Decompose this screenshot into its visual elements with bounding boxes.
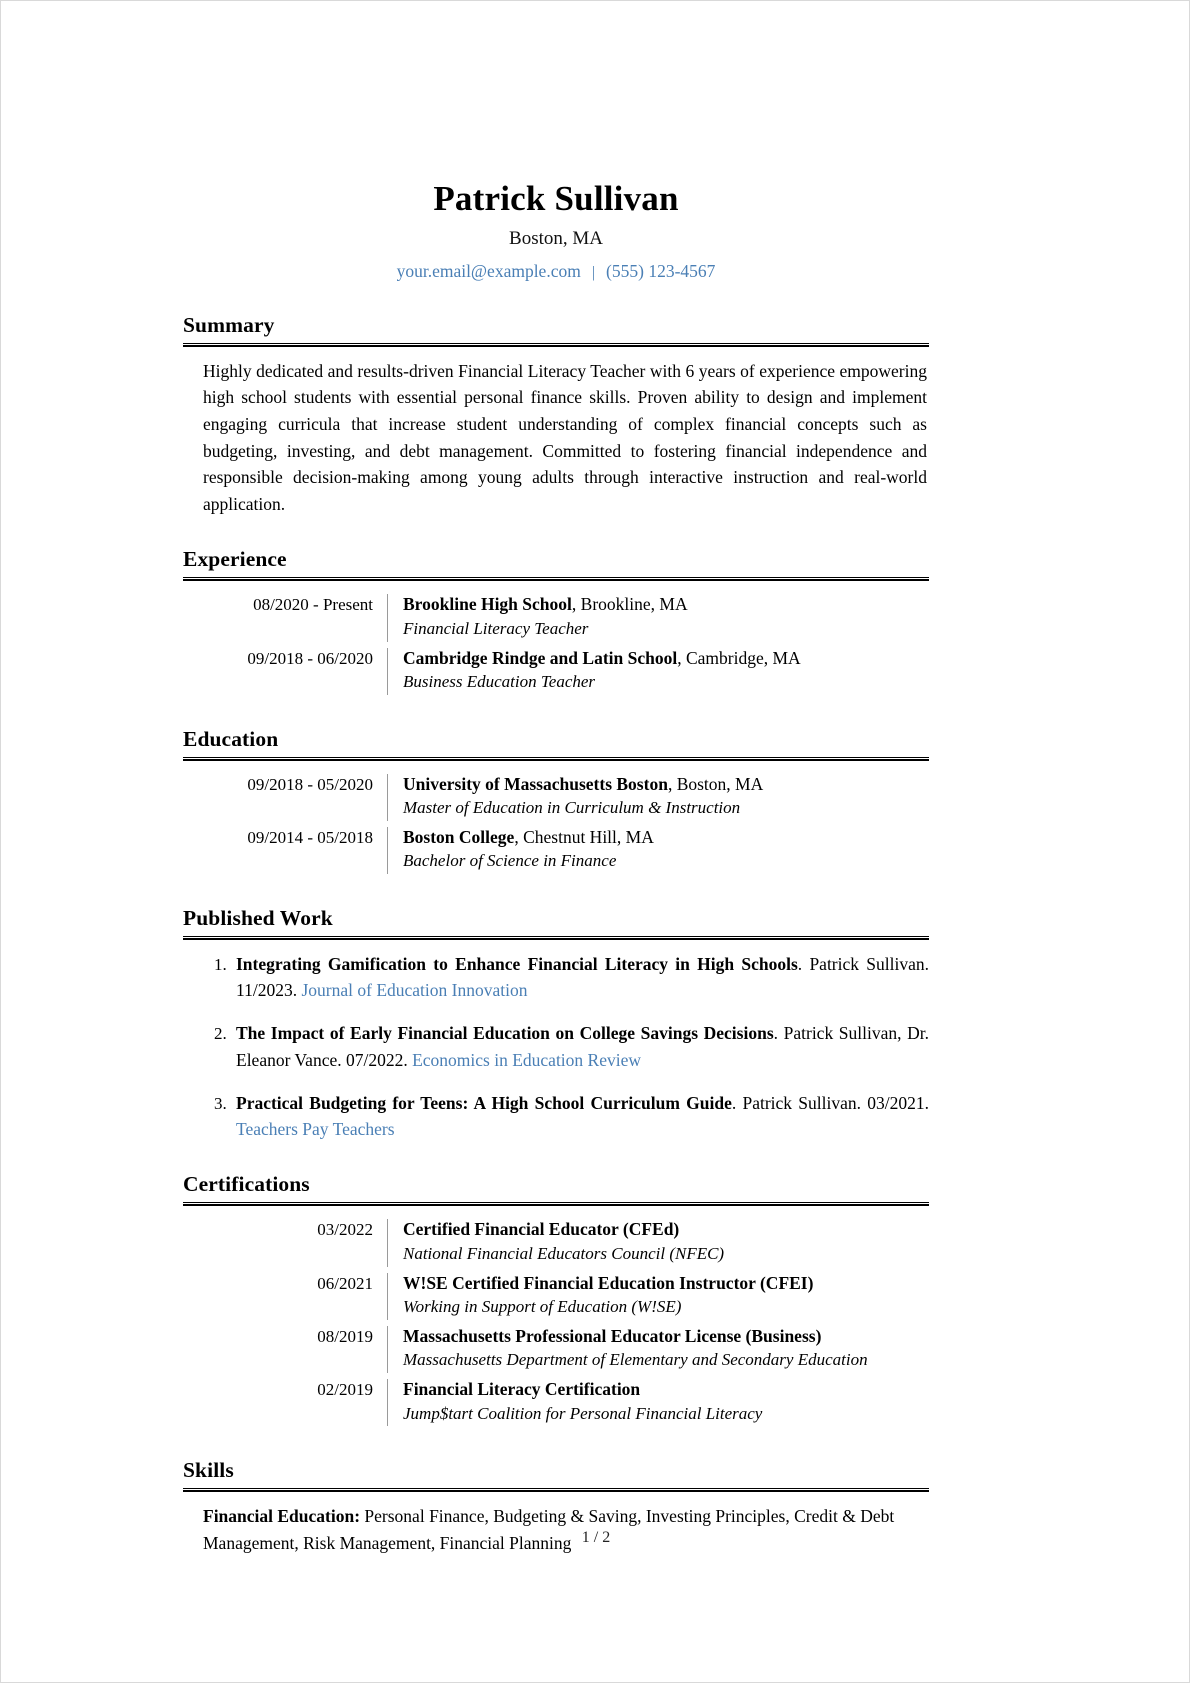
education-degree: Bachelor of Science in Finance <box>403 851 617 871</box>
publication-meta: . Patrick Sullivan. 11/2023. <box>236 953 929 1001</box>
certification-detail <box>388 1377 929 1428</box>
section-body-education <box>183 772 929 877</box>
certification-date: 02/2019 <box>317 1380 373 1400</box>
publication-meta: . Patrick Sullivan, Dr. Eleanor Vance. 07/2022. <box>236 1023 930 1070</box>
certification-date: 06/2021 <box>317 1273 373 1293</box>
section-summary <box>183 313 929 517</box>
education-detail <box>388 772 929 823</box>
education-entry <box>183 772 929 823</box>
section-rule-skills <box>183 1488 929 1492</box>
publication-meta: . Patrick Sullivan. 03/2021. <box>731 1092 929 1113</box>
certification-issuer: Massachusetts Department of Elementary and Secondary Education <box>403 1350 868 1370</box>
certification-issuer: Working in Support of Education (W!SE) <box>403 1297 682 1317</box>
certification-detail <box>388 1217 929 1268</box>
certification-date: 03/2022 <box>317 1220 373 1240</box>
certification-date: 08/2019 <box>317 1326 373 1346</box>
experience-detail <box>388 646 929 697</box>
certification-headline <box>403 1217 929 1242</box>
experience-date: 08/2020 - Present <box>253 595 373 615</box>
section-title-education: Education <box>183 726 279 751</box>
certification-detail <box>388 1271 929 1322</box>
experience-role: Business Education Teacher <box>403 672 596 691</box>
education-headline <box>403 772 929 797</box>
section-body-certifications <box>183 1217 929 1428</box>
experience-entry <box>183 592 929 643</box>
publication-item <box>231 1020 929 1073</box>
page-indicator: 1 / 2 <box>581 1529 611 1546</box>
publication-venue[interactable]: Teachers Pay Teachers <box>236 1119 395 1140</box>
education-institution: Boston College <box>403 826 515 847</box>
section-title-certifications: Certifications <box>183 1172 310 1197</box>
certification-entry <box>183 1271 929 1322</box>
education-location: , Boston, MA <box>667 773 764 794</box>
publication-item <box>231 1090 929 1143</box>
experience-organization: Brookline High School <box>403 594 572 615</box>
candidate-name: Patrick Sullivan <box>433 179 679 218</box>
certification-headline <box>403 1271 929 1296</box>
contact-line <box>183 261 929 283</box>
experience-location: , Brookline, MA <box>571 594 688 615</box>
summary-paragraph: Highly dedicated and results-driven Financial Literacy Teacher with 6 years of experience empowering high school students with essential personal finance skills. Proven ability to design and implement engaging curricula that increase student understanding of complex financial concepts such as budgeting, investing, and debt management. Committed to fostering financial independence and responsible decision-making among young adults through interactive instruction and real-world application. <box>203 360 927 514</box>
experience-headline <box>403 646 929 671</box>
section-rule-summary <box>183 343 929 347</box>
publication-venue[interactable]: Economics in Education Review <box>412 1049 641 1070</box>
certification-detail <box>388 1324 929 1375</box>
email-link[interactable]: your.email@example.com <box>396 261 581 282</box>
education-detail <box>388 825 929 876</box>
certification-headline <box>403 1377 929 1402</box>
section-experience <box>183 547 929 696</box>
experience-role: Financial Literacy Teacher <box>403 618 589 638</box>
publication-title: Integrating Gamification to Enhance Financial Literacy in High Schools <box>236 953 798 974</box>
education-entry <box>183 825 929 876</box>
education-degree: Master of Education in Curriculum & Instruction <box>403 798 741 818</box>
section-rule-certifications <box>183 1202 929 1206</box>
section-rule-education <box>183 757 929 761</box>
resume-content <box>183 1 929 1556</box>
publication-title: The Impact of Early Financial Education on College Savings Decisions <box>236 1023 774 1044</box>
publication-item <box>231 951 929 1004</box>
experience-location: , Cambridge, MA <box>677 647 801 668</box>
education-date: 09/2014 - 05/2018 <box>247 827 373 847</box>
section-rule-experience <box>183 577 929 581</box>
certification-issuer: National Financial Educators Council (NFEC) <box>403 1243 725 1263</box>
education-date: 09/2018 - 05/2020 <box>247 774 373 794</box>
contact-separator: | <box>591 264 596 282</box>
certification-entry <box>183 1324 929 1375</box>
certification-entry <box>183 1217 929 1268</box>
section-title-experience: Experience <box>183 547 287 572</box>
section-title-published-work: Published Work <box>183 906 333 931</box>
certification-headline <box>403 1324 929 1349</box>
experience-organization: Cambridge Rindge and Latin School <box>403 647 678 668</box>
experience-date: 09/2018 - 06/2020 <box>247 648 373 668</box>
education-headline <box>403 825 929 850</box>
education-location: , Chestnut Hill, MA <box>514 826 654 847</box>
skill-category: Financial Education: <box>203 1506 361 1527</box>
section-published-work <box>183 906 929 1142</box>
section-certifications <box>183 1172 929 1428</box>
experience-entry <box>183 646 929 697</box>
experience-headline <box>403 592 929 617</box>
education-institution: University of Massachusetts Boston <box>403 773 668 794</box>
section-body-experience <box>183 592 929 697</box>
section-body-summary <box>183 358 929 518</box>
skill-items: Personal Finance, Budgeting & Saving, Investing Principles, Credit & Debt Management, Risk Management, Financial Planning <box>203 1506 895 1553</box>
candidate-location: Boston, MA <box>509 228 603 250</box>
publication-venue[interactable]: Journal of Education Innovation <box>301 980 528 1001</box>
section-title-summary: Summary <box>183 313 275 338</box>
section-rule-published-work <box>183 936 929 940</box>
section-education <box>183 727 929 876</box>
publication-title: Practical Budgeting for Teens: A High School Curriculum Guide <box>236 1092 732 1113</box>
certification-entry <box>183 1377 929 1428</box>
section-body-published-work <box>183 951 929 1143</box>
certification-name: Massachusetts Professional Educator License (Business) <box>403 1325 822 1346</box>
certification-name: Certified Financial Educator (CFEd) <box>403 1219 680 1240</box>
certification-issuer: Jump$tart Coalition for Personal Financial Literacy <box>403 1403 763 1423</box>
experience-detail <box>388 592 929 643</box>
publication-list <box>183 951 929 1143</box>
certification-name: Financial Literacy Certification <box>403 1379 641 1400</box>
section-title-skills: Skills <box>183 1458 234 1483</box>
certification-name: W!SE Certified Financial Education Instructor (CFEI) <box>403 1272 814 1293</box>
phone-link[interactable]: (555) 123-4567 <box>606 261 716 282</box>
